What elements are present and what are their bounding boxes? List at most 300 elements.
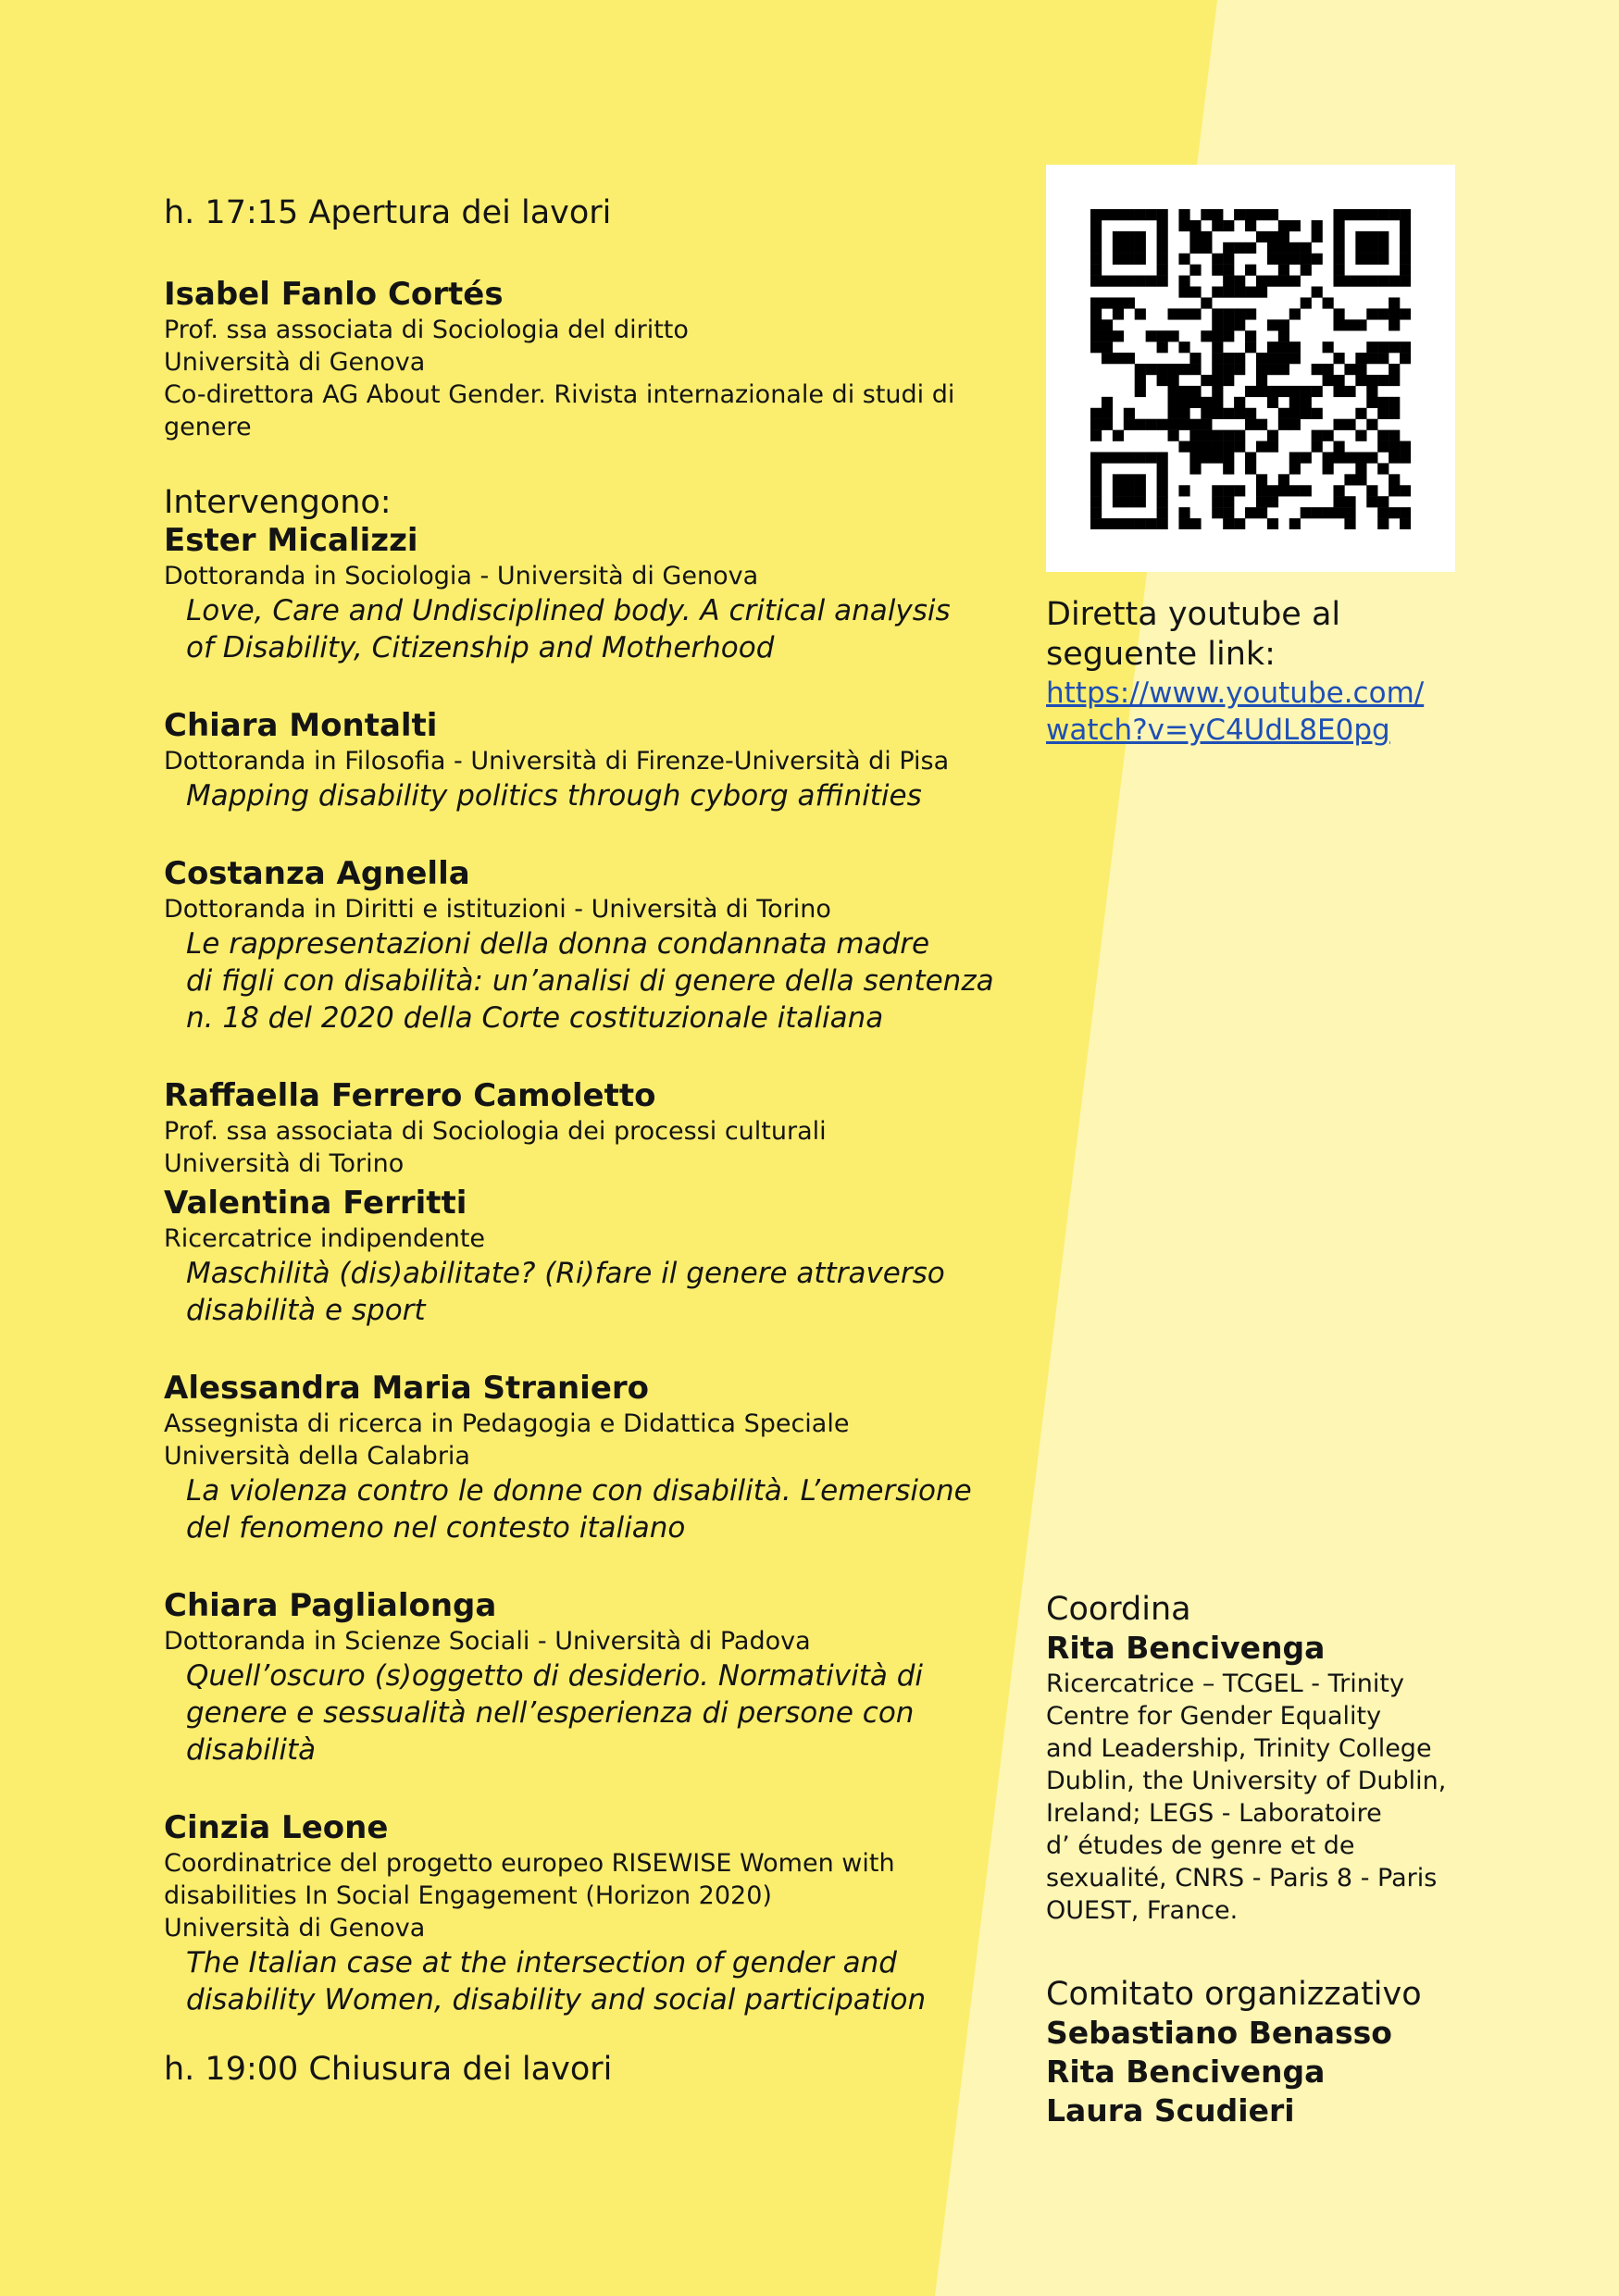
qr-module: [1090, 265, 1102, 276]
qr-module: [1090, 319, 1102, 330]
qr-module: [1090, 463, 1102, 474]
qr-module: [1333, 254, 1344, 265]
chair-line: Università di Genova: [164, 348, 426, 377]
qr-module: [1289, 353, 1301, 364]
qr-module: [1124, 297, 1135, 308]
qr-module: [1278, 485, 1289, 496]
qr-module: [1355, 209, 1366, 220]
qr-module: [1090, 507, 1102, 518]
opening-time: h. 17:15 Apertura dei lavori: [164, 194, 612, 231]
qr-module: [1333, 319, 1344, 330]
qr-module: [1168, 408, 1179, 419]
qr-module: [1212, 265, 1223, 276]
qr-module: [1289, 463, 1301, 474]
talk-title: disabilità e sport: [186, 1294, 426, 1327]
talk-title: del fenomeno nel contesto italiano: [186, 1511, 686, 1545]
qr-module: [1312, 441, 1323, 453]
qr-module: [1256, 353, 1267, 364]
qr-module: [1366, 276, 1377, 287]
qr-module: [1157, 419, 1168, 430]
qr-module: [1212, 375, 1223, 386]
qr-module: [1234, 430, 1245, 441]
qr-module: [1400, 254, 1411, 265]
qr-module: [1157, 507, 1168, 518]
qr-module: [1168, 330, 1179, 341]
qr-module: [1301, 452, 1312, 463]
qr-module: [1256, 507, 1267, 518]
qr-module: [1366, 496, 1377, 507]
qr-module: [1389, 507, 1400, 518]
qr-module: [1256, 209, 1267, 220]
qr-module: [1124, 474, 1135, 485]
qr-module: [1189, 397, 1201, 408]
qr-module: [1178, 397, 1189, 408]
qr-module: [1278, 386, 1289, 397]
qr-module: [1366, 231, 1377, 242]
qr-module: [1212, 408, 1223, 419]
talk-title: di figli con disabilità: un’analisi di genere della sentenza: [186, 964, 994, 998]
qr-module: [1256, 496, 1267, 507]
qr-module: [1289, 254, 1301, 265]
qr-module: [1168, 419, 1179, 430]
qr-module: [1157, 276, 1168, 287]
speaker-name: Valentina Ferritti: [164, 1185, 467, 1222]
qr-module: [1355, 474, 1366, 485]
qr-module: [1201, 419, 1212, 430]
speaker-affiliation: Dottoranda in Filosofia - Università di Firenze-Università di Pisa: [164, 747, 950, 776]
qr-module: [1267, 353, 1278, 364]
speaker-name: Chiara Montalti: [164, 707, 438, 744]
qr-module: [1344, 209, 1355, 220]
qr-module: [1178, 341, 1189, 353]
qr-module: [1157, 375, 1168, 386]
qr-module: [1168, 430, 1179, 441]
qr-module: [1289, 452, 1301, 463]
talk-title: The Italian case at the intersection of gender and: [186, 1946, 897, 1980]
qr-module: [1135, 231, 1146, 242]
qr-module: [1234, 441, 1245, 453]
qr-module: [1201, 441, 1212, 453]
qr-module: [1234, 276, 1245, 287]
qr-module: [1278, 220, 1289, 231]
qr-module: [1256, 485, 1267, 496]
qr-module: [1333, 209, 1344, 220]
qr-module: [1234, 319, 1245, 330]
qr-module: [1189, 231, 1201, 242]
qr-module: [1135, 419, 1146, 430]
coordinator-line: Centre for Gender Equality: [1046, 1702, 1382, 1731]
closing-time: h. 19:00 Chiusura dei lavori: [164, 2051, 613, 2088]
qr-module: [1102, 353, 1113, 364]
speaker-block: [164, 1808, 1025, 2018]
qr-module: [1168, 375, 1179, 386]
qr-module: [1267, 276, 1278, 287]
qr-module: [1223, 330, 1234, 341]
qr-module: [1124, 408, 1135, 419]
qr-module: [1189, 518, 1201, 529]
qr-module: [1124, 496, 1135, 507]
qr-module: [1333, 375, 1344, 386]
qr-module: [1278, 364, 1289, 375]
qr-module: [1146, 518, 1157, 529]
qr-module: [1289, 341, 1301, 353]
qr-module: [1355, 242, 1366, 254]
speaker-affiliation: Assegnista di ricerca in Pedagogia e Didattica Speciale: [164, 1409, 850, 1438]
qr-module: [1377, 353, 1389, 364]
qr-module: [1102, 276, 1113, 287]
qr-code-icon: [1090, 209, 1411, 529]
qr-module: [1223, 220, 1234, 231]
qr-module: [1157, 474, 1168, 485]
qr-module: [1377, 441, 1389, 453]
speaker-block: [164, 1369, 1025, 1546]
qr-module: [1400, 231, 1411, 242]
qr-module: [1223, 375, 1234, 386]
qr-module: [1245, 308, 1256, 319]
chair-line: Co-direttora AG About Gender. Rivista internazionale di studi di: [164, 380, 955, 409]
qr-module: [1090, 485, 1102, 496]
qr-module: [1377, 408, 1389, 419]
qr-module: [1289, 419, 1301, 430]
qr-module: [1178, 364, 1189, 375]
qr-module: [1201, 209, 1212, 220]
qr-module: [1400, 452, 1411, 463]
speaker-name: Ester Micalizzi: [164, 522, 418, 559]
qr-module: [1377, 375, 1389, 386]
qr-module: [1301, 242, 1312, 254]
qr-module: [1333, 485, 1344, 496]
qr-module: [1102, 419, 1113, 430]
qr-module: [1377, 276, 1389, 287]
qr-module: [1189, 353, 1201, 364]
qr-module: [1124, 452, 1135, 463]
youtube-text: Diretta youtube al: [1046, 596, 1341, 633]
qr-module: [1333, 507, 1344, 518]
chair-block: [164, 275, 1025, 443]
qr-module: [1189, 430, 1201, 441]
coordinator-line: sexualité, CNRS - Paris 8 - Paris: [1046, 1864, 1438, 1893]
qr-module: [1267, 496, 1278, 507]
qr-module: [1267, 254, 1278, 265]
qr-module: [1189, 386, 1201, 397]
qr-module: [1102, 341, 1113, 353]
qr-module: [1278, 254, 1289, 265]
qr-module: [1090, 254, 1102, 265]
qr-module: [1223, 319, 1234, 330]
qr-module: [1090, 242, 1102, 254]
committee-block: [1046, 1975, 1463, 2130]
qr-module: [1312, 231, 1323, 242]
qr-module: [1223, 242, 1234, 254]
qr-module: [1400, 441, 1411, 453]
qr-module: [1377, 231, 1389, 242]
qr-module: [1212, 430, 1223, 441]
qr-module: [1090, 430, 1102, 441]
qr-module: [1278, 319, 1289, 330]
qr-module: [1344, 364, 1355, 375]
qr-module: [1157, 265, 1168, 276]
qr-module: [1377, 463, 1389, 474]
qr-module: [1234, 408, 1245, 419]
qr-module: [1312, 507, 1323, 518]
qr-module: [1223, 364, 1234, 375]
qr-module: [1157, 231, 1168, 242]
qr-module: [1267, 341, 1278, 353]
qr-module: [1355, 408, 1366, 419]
qr-module: [1377, 507, 1389, 518]
qr-module: [1278, 265, 1289, 276]
qr-module: [1278, 330, 1289, 341]
speaker-affiliation: Dottoranda in Scienze Sociali - Università di Padova: [164, 1627, 811, 1656]
qr-module: [1389, 209, 1400, 220]
qr-module: [1312, 430, 1323, 441]
qr-module: [1366, 242, 1377, 254]
qr-module: [1212, 397, 1223, 408]
qr-module: [1113, 242, 1124, 254]
qr-module: [1333, 496, 1344, 507]
qr-module: [1113, 485, 1124, 496]
qr-module: [1289, 518, 1301, 529]
qr-module: [1278, 242, 1289, 254]
qr-module: [1278, 419, 1289, 430]
qr-module: [1400, 518, 1411, 529]
qr-module: [1124, 254, 1135, 265]
qr-module: [1090, 496, 1102, 507]
qr-module: [1223, 441, 1234, 453]
qr-module: [1389, 276, 1400, 287]
qr-module: [1267, 430, 1278, 441]
qr-module: [1135, 364, 1146, 375]
qr-module: [1323, 430, 1334, 441]
talk-title: disabilità: [186, 1733, 317, 1767]
qr-module: [1157, 364, 1168, 375]
qr-module: [1301, 265, 1312, 276]
qr-module: [1245, 209, 1256, 220]
qr-module: [1168, 308, 1179, 319]
youtube-link-part: watch?v=yC4UdL8E0pg: [1046, 714, 1390, 747]
coordinator-label: Coordina: [1046, 1591, 1191, 1628]
qr-module: [1212, 209, 1223, 220]
qr-module: [1301, 485, 1312, 496]
qr-module: [1366, 375, 1377, 386]
qr-module: [1212, 287, 1223, 298]
talk-title: disability Women, disability and social participation: [186, 1983, 927, 2017]
qr-module: [1366, 353, 1377, 364]
qr-module: [1245, 463, 1256, 474]
youtube-info: [1046, 595, 1453, 749]
qr-module: [1333, 242, 1344, 254]
qr-module: [1146, 419, 1157, 430]
qr-module: [1124, 242, 1135, 254]
qr-module: [1223, 353, 1234, 364]
qr-module: [1201, 297, 1212, 308]
qr-module: [1146, 276, 1157, 287]
qr-module: [1124, 276, 1135, 287]
qr-module: [1223, 408, 1234, 419]
qr-module: [1355, 353, 1366, 364]
talk-title: Maschilità (dis)abilitate? (Ri)fare il genere attraverso: [186, 1257, 945, 1290]
qr-module: [1355, 463, 1366, 474]
qr-module: [1355, 276, 1366, 287]
talk-title: La violenza contro le donne con disabilità. L’emersione: [186, 1474, 972, 1508]
qr-module: [1102, 518, 1113, 529]
qr-module: [1223, 507, 1234, 518]
qr-module: [1245, 287, 1256, 298]
qr-module: [1212, 341, 1223, 353]
qr-module: [1400, 308, 1411, 319]
qr-module: [1377, 397, 1389, 408]
qr-module: [1178, 441, 1189, 453]
qr-module: [1189, 287, 1201, 298]
qr-module: [1344, 474, 1355, 485]
qr-module: [1090, 452, 1102, 463]
qr-module: [1189, 265, 1201, 276]
qr-module: [1124, 353, 1135, 364]
qr-module: [1312, 254, 1323, 265]
talk-title: of Disability, Citizenship and Motherhood: [186, 631, 775, 664]
qr-module: [1157, 485, 1168, 496]
qr-module: [1256, 419, 1267, 430]
qr-module: [1135, 276, 1146, 287]
qr-module: [1344, 319, 1355, 330]
qr-module: [1389, 452, 1400, 463]
qr-module: [1113, 518, 1124, 529]
qr-code[interactable]: [1046, 165, 1455, 572]
qr-module: [1090, 220, 1102, 231]
qr-module: [1146, 364, 1157, 375]
qr-module: [1178, 287, 1189, 298]
qr-module: [1234, 364, 1245, 375]
qr-module: [1377, 341, 1389, 353]
speaker-block: [164, 1076, 1025, 1329]
qr-module: [1267, 209, 1278, 220]
qr-module: [1135, 242, 1146, 254]
qr-module: [1344, 386, 1355, 397]
qr-module: [1312, 287, 1323, 298]
qr-module: [1102, 319, 1113, 330]
qr-module: [1267, 364, 1278, 375]
qr-module: [1366, 341, 1377, 353]
qr-module: [1333, 452, 1344, 463]
qr-module: [1389, 364, 1400, 375]
qr-module: [1301, 254, 1312, 265]
qr-module: [1201, 452, 1212, 463]
qr-module: [1124, 485, 1135, 496]
qr-module: [1389, 375, 1400, 386]
qr-module: [1355, 430, 1366, 441]
coordinator-name: Rita Bencivenga: [1046, 1630, 1326, 1666]
qr-module: [1389, 441, 1400, 453]
qr-module: [1189, 452, 1201, 463]
qr-module: [1201, 430, 1212, 441]
qr-module: [1245, 419, 1256, 430]
qr-module: [1377, 518, 1389, 529]
qr-module: [1124, 209, 1135, 220]
talk-title: Quell’oscuro (s)oggetto di desiderio. Normatività di: [186, 1659, 923, 1693]
qr-module: [1212, 353, 1223, 364]
qr-module: [1389, 297, 1400, 308]
qr-module: [1333, 276, 1344, 287]
coordinator-line: d’ études de genre et de: [1046, 1831, 1355, 1860]
qr-module: [1301, 408, 1312, 419]
qr-module: [1146, 452, 1157, 463]
qr-module: [1333, 419, 1344, 430]
qr-module: [1355, 364, 1366, 375]
qr-module: [1223, 518, 1234, 529]
qr-module: [1333, 308, 1344, 319]
qr-module: [1234, 287, 1245, 298]
qr-module: [1212, 220, 1223, 231]
qr-module: [1113, 231, 1124, 242]
qr-module: [1289, 386, 1301, 397]
qr-module: [1234, 397, 1245, 408]
qr-module: [1189, 463, 1201, 474]
qr-module: [1102, 330, 1113, 341]
coordinator-line: Ricercatrice – TCGEL - Trinity: [1046, 1669, 1404, 1698]
qr-module: [1389, 341, 1400, 353]
qr-module: [1212, 364, 1223, 375]
speaker-name: Cinzia Leone: [164, 1809, 389, 1846]
qr-module: [1278, 341, 1289, 353]
qr-module: [1189, 220, 1201, 231]
qr-module: [1333, 220, 1344, 231]
youtube-link[interactable]: [1046, 675, 1453, 749]
qr-module: [1323, 507, 1334, 518]
qr-module: [1223, 287, 1234, 298]
qr-module: [1223, 254, 1234, 265]
qr-module: [1267, 319, 1278, 330]
talk-title: Le rappresentazioni della donna condannata madre: [186, 927, 930, 961]
qr-module: [1400, 209, 1411, 220]
qr-module: [1377, 254, 1389, 265]
qr-module: [1366, 419, 1377, 430]
coordinator-block: [1046, 1590, 1463, 1927]
qr-module: [1168, 386, 1179, 397]
qr-module: [1333, 265, 1344, 276]
committee-member: Sebastiano Benasso: [1046, 2015, 1392, 2051]
qr-module: [1267, 397, 1278, 408]
qr-module: [1245, 507, 1256, 518]
qr-module: [1135, 386, 1146, 397]
qr-module: [1366, 308, 1377, 319]
qr-module: [1135, 485, 1146, 496]
qr-module: [1344, 419, 1355, 430]
talk-title: n. 18 del 2020 della Corte costituzionale italiana: [186, 1001, 884, 1035]
qr-module: [1400, 485, 1411, 496]
qr-module: [1223, 276, 1234, 287]
speaker-block: [164, 854, 1025, 1036]
qr-module: [1289, 397, 1301, 408]
qr-module: [1333, 353, 1344, 364]
qr-module: [1157, 518, 1168, 529]
qr-module: [1090, 297, 1102, 308]
qr-module: [1201, 408, 1212, 419]
youtube-link-part: https://www.youtube.com/: [1046, 676, 1425, 710]
qr-module: [1278, 408, 1289, 419]
qr-module: [1245, 265, 1256, 276]
qr-module: [1135, 452, 1146, 463]
qr-module: [1366, 452, 1377, 463]
speaker-affiliation: Università di Torino: [164, 1149, 405, 1178]
speakers-label: Intervengono:: [164, 484, 392, 521]
talk-title: Mapping disability politics through cyborg affinities: [186, 779, 922, 813]
qr-module: [1377, 496, 1389, 507]
speaker-affiliation: Dottoranda in Sociologia - Università di Genova: [164, 562, 759, 590]
qr-module: [1267, 242, 1278, 254]
qr-module: [1223, 308, 1234, 319]
qr-module: [1090, 419, 1102, 430]
qr-module: [1090, 518, 1102, 529]
